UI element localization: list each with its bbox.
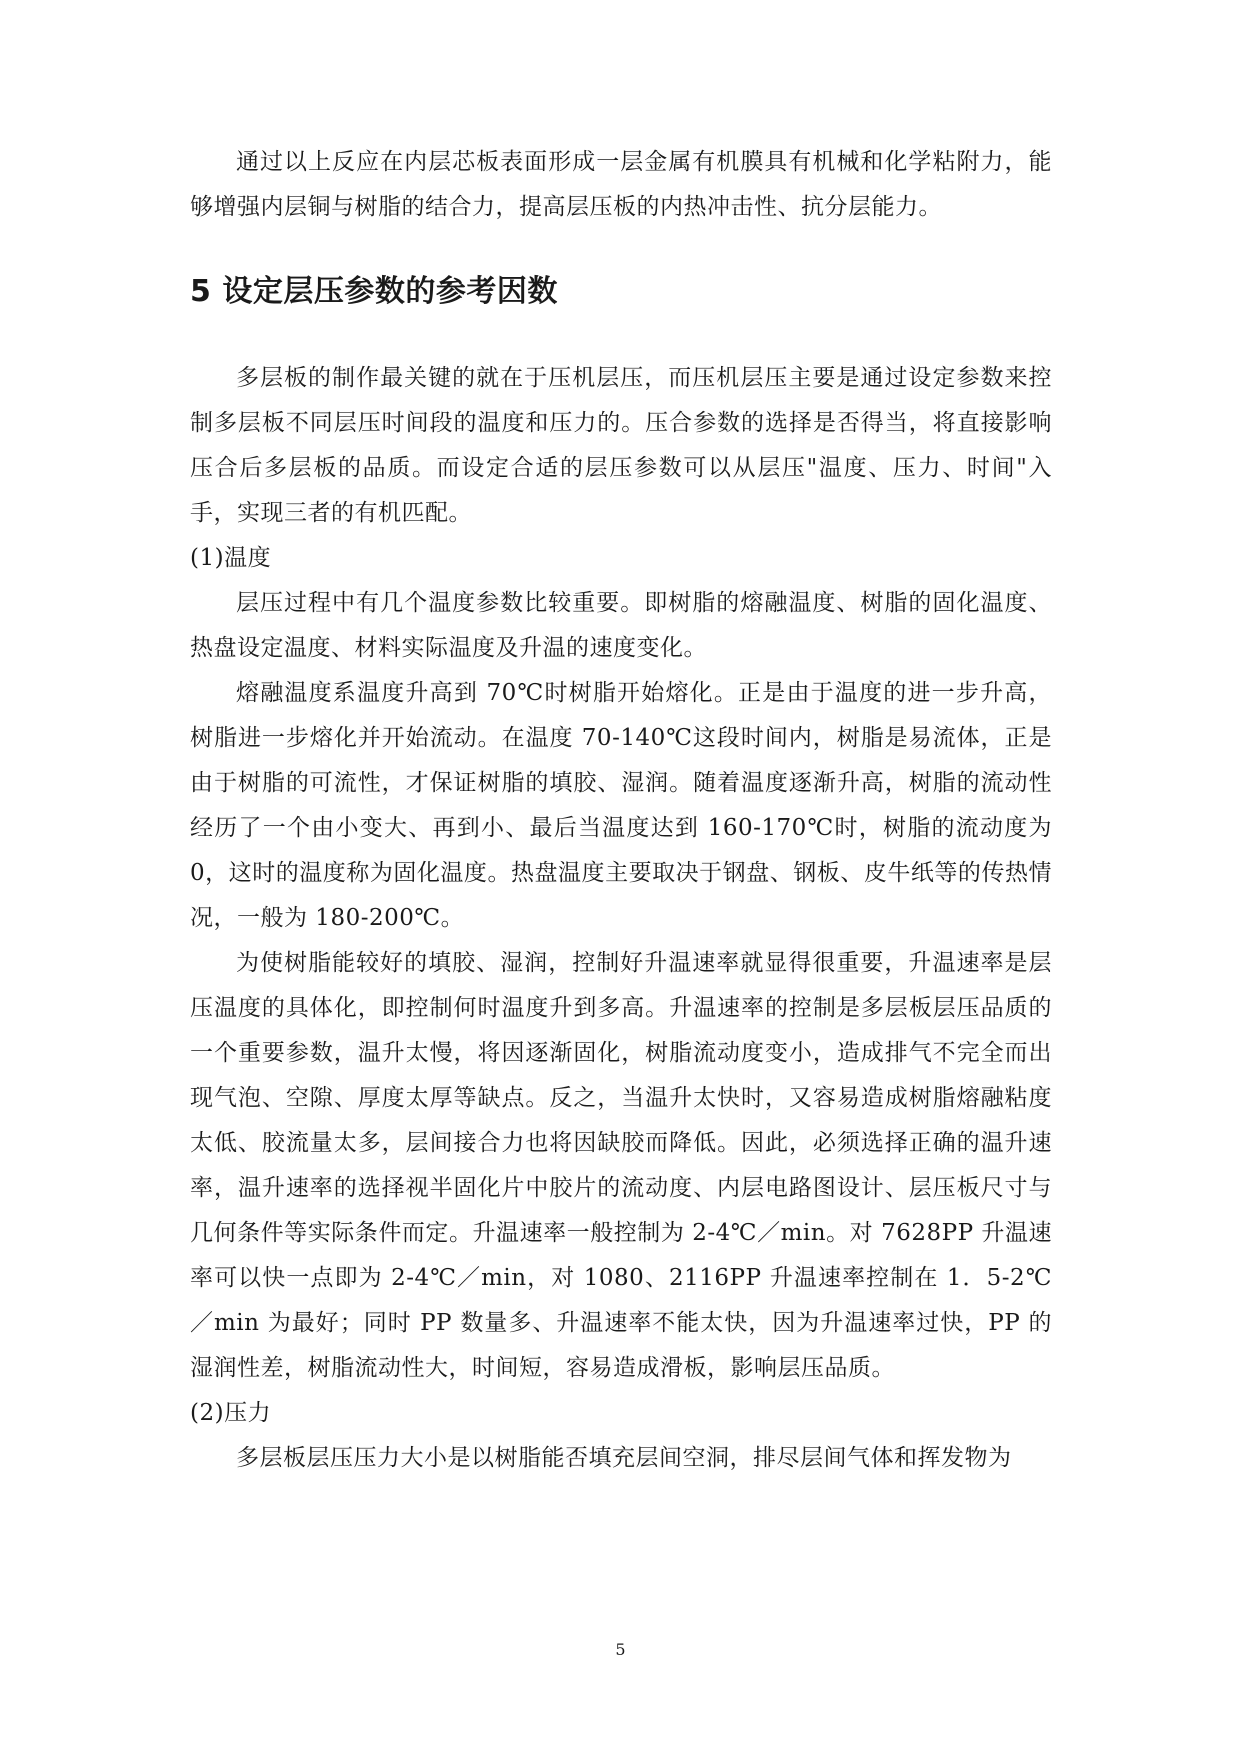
temperature-paragraph: 熔融温度系温度升高到 70℃时树脂开始熔化。正是由于温度的进一步升高，树脂进一步熔化并开始流动。在温度 70-140℃这段时间内，树脂是易流体，正是由于树脂的可流性，才保证树脂的填胶、湿润。随着温度逐渐升高，树脂的流动性经历了一个由小变大、再到小、最后当温度达到 160-170℃时，树脂的流动度为 0，这时的温度称为固化温度。热盘温度主要取决于钢盘、钢板、皮牛纸等的传热情况，一般为 180-200℃。 — [190, 680, 1052, 931]
temperature-paragraph: 为使树脂能较好的填胶、湿润，控制好升温速率就显得很重要，升温速率是层压温度的具体化，即控制何时温度升到多高。升温速率的控制是多层板层压品质的一个重要参数，温升太慢，将因逐渐固化，树脂流动度变小，造成排气不完全而出现气泡、空隙、厚度太厚等缺点。反之，当温升太快时，又容易造成树脂熔融粘度太低、胶流量太多，层间接合力也将因缺胶而降低。因此，必须选择正确的温升速率，温升速率的选择视半固化片中胶片的流动度、内层电路图设计、层压板尺寸与几何条件等实际条件而定。升温速率一般控制为 2-4℃／min。对 7628PP 升温速率可以快一点即为 2-4℃／min，对 1080、2116PP 升温速率控制在 1．5-2℃／min 为最好；同时 PP 数量多、升温速率不能太快，因为升温速率过快，PP 的湿润性差，树脂流动性大，时间短，容易造成滑板，影响层压品质。 — [190, 950, 1052, 1381]
document-page — [190, 140, 1052, 1481]
subheading-pressure: (2)压力 — [190, 1400, 272, 1426]
page-number: 5 — [615, 1640, 626, 1659]
intro-paragraph: 通过以上反应在内层芯板表面形成一层金属有机膜具有机械和化学粘附力，能够增强内层铜与树脂的结合力，提高层压板的内热冲击性、抗分层能力。 — [190, 149, 1052, 220]
subheading-temperature: (1)温度 — [190, 545, 272, 571]
pressure-paragraph: 多层板层压压力大小是以树脂能否填充层间空洞，排尽层间气体和挥发物为 — [236, 1445, 1012, 1471]
section-heading: 5 设定层压参数的参考因数 — [190, 274, 558, 309]
temperature-paragraph: 层压过程中有几个温度参数比较重要。即树脂的熔融温度、树脂的固化温度、热盘设定温度、材料实际温度及升温的速度变化。 — [190, 590, 1052, 661]
section-intro-paragraph: 多层板的制作最关键的就在于压机层压，而压机层压主要是通过设定参数来控制多层板不同层压时间段的温度和压力的。压合参数的选择是否得当，将直接影响压合后多层板的品质。而设定合适的层压参数可以从层压"温度、压力、时间"入手，实现三者的有机匹配。 — [190, 365, 1052, 526]
